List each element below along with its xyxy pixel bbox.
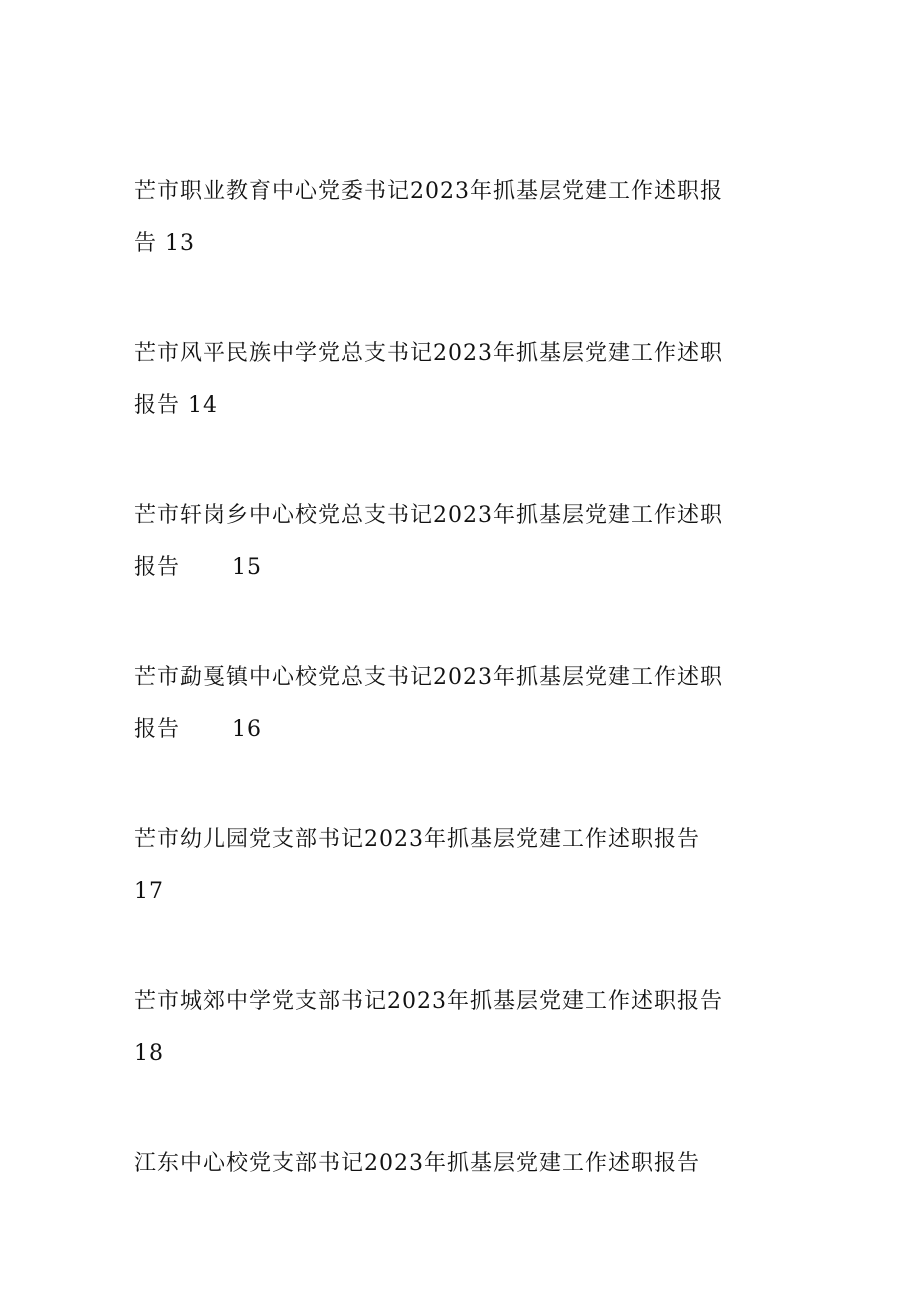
toc-entry[interactable] [134, 652, 734, 756]
toc-entry-continuation [134, 1028, 734, 1080]
toc-page-number: 14 [188, 393, 219, 418]
toc-entry-title-tail: 告 [134, 231, 158, 256]
toc-entry-title: 芒市职业教育中心党委书记2023年抓基层党建工作述职报 [134, 179, 723, 204]
toc-entry[interactable] [134, 976, 734, 1080]
toc-entry-title-tail: 报告 [134, 555, 181, 580]
toc-entry[interactable] [134, 328, 734, 432]
toc-entry-continuation [134, 542, 734, 594]
toc-entry-title: 芒市幼儿园党支部书记2023年抓基层党建工作述职报告 [134, 827, 700, 852]
toc-entry-title: 芒市城郊中学党支部书记2023年抓基层党建工作述职报告 [134, 989, 723, 1014]
toc-entry-title: 芒市轩岗乡中心校党总支书记2023年抓基层党建工作述职 [134, 503, 723, 528]
toc-entry-title: 江东中心校党支部书记2023年抓基层党建工作述职报告 [134, 1151, 700, 1176]
table-of-contents [134, 166, 734, 1248]
toc-entry-title-tail: 报告 [134, 717, 181, 742]
toc-page-number: 16 [232, 717, 263, 742]
toc-entry-continuation [134, 704, 734, 756]
toc-entry[interactable] [134, 1138, 734, 1190]
toc-entry-title: 芒市风平民族中学党总支书记2023年抓基层党建工作述职 [134, 341, 723, 366]
toc-entry-continuation [134, 866, 734, 918]
toc-entry[interactable] [134, 166, 734, 270]
toc-page-number: 15 [232, 555, 263, 580]
toc-page-number: 13 [165, 231, 196, 256]
toc-entry[interactable] [134, 814, 734, 918]
toc-entry-title: 芒市勐戛镇中心校党总支书记2023年抓基层党建工作述职 [134, 665, 723, 690]
toc-entry-title-tail: 报告 [134, 393, 181, 418]
toc-entry-continuation [134, 380, 734, 432]
toc-entry-continuation [134, 218, 734, 270]
toc-page-number: 17 [134, 879, 164, 904]
toc-entry[interactable] [134, 490, 734, 594]
toc-page-number: 18 [134, 1041, 164, 1066]
